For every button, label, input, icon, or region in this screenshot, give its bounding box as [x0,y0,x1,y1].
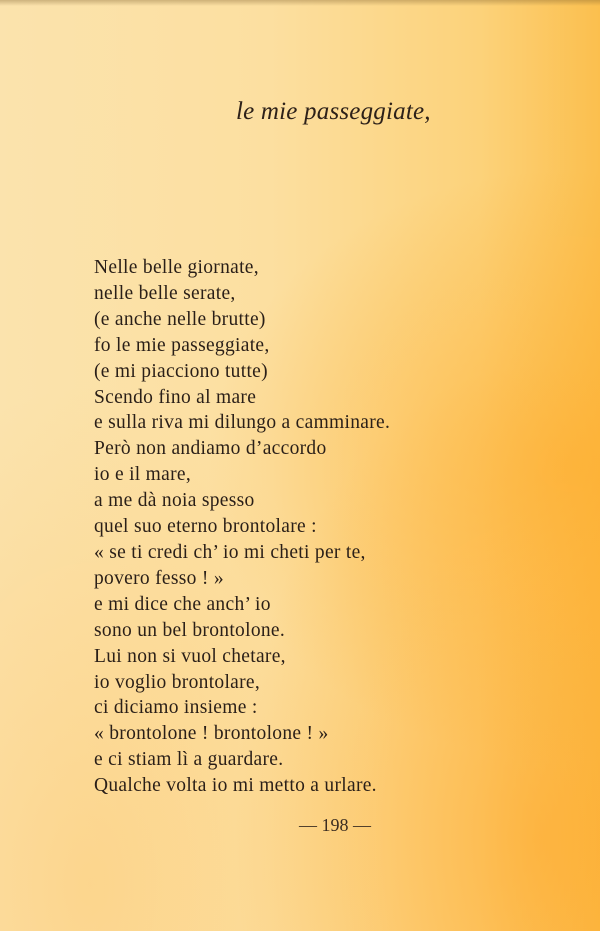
poem-line: Lui non si vuol chetare, [94,645,286,667]
poem-line: nelle belle serate, [94,282,236,304]
running-title: le mie passeggiate, [236,98,431,125]
page-number-footer [0,815,600,836]
poem-line: ci diciamo insieme : [94,697,258,719]
page-number: — 198 — [299,815,371,835]
poem-line: Qualche volta io mi metto a urlare. [94,775,377,797]
poem-line: e sulla riva mi dilungo a camminare. [94,412,391,434]
poem-line: (e anche nelle brutte) [94,308,266,330]
poem-line: e ci stiam lì a guardare. [94,749,284,771]
poem-line: sono un bel brontolone. [94,619,286,641]
poem-line: Scendo fino al mare [94,386,257,408]
page-top-edge [0,0,600,6]
poem-line: « brontolone ! brontolone ! » [94,723,329,745]
poem-line: quel suo eterno brontolare : [94,516,317,538]
poem-line: « se ti credi ch’ io mi cheti per te, [94,541,366,563]
poem-body [94,255,390,799]
poem-line: io e il mare, [94,464,192,486]
poem-line: povero fesso ! » [94,567,224,589]
poem-line: Però non andiamo d’accordo [94,438,327,460]
poem-line: Nelle belle giornate, [94,257,259,278]
poem-line: (e mi piacciono tutte) [94,360,268,382]
poem-line: e mi dice che anch’ io [94,593,271,615]
poem-line: fo le mie passeggiate, [94,334,270,356]
poem-line: io voglio brontolare, [94,671,261,693]
poem-line: a me dà noia spesso [94,490,255,512]
